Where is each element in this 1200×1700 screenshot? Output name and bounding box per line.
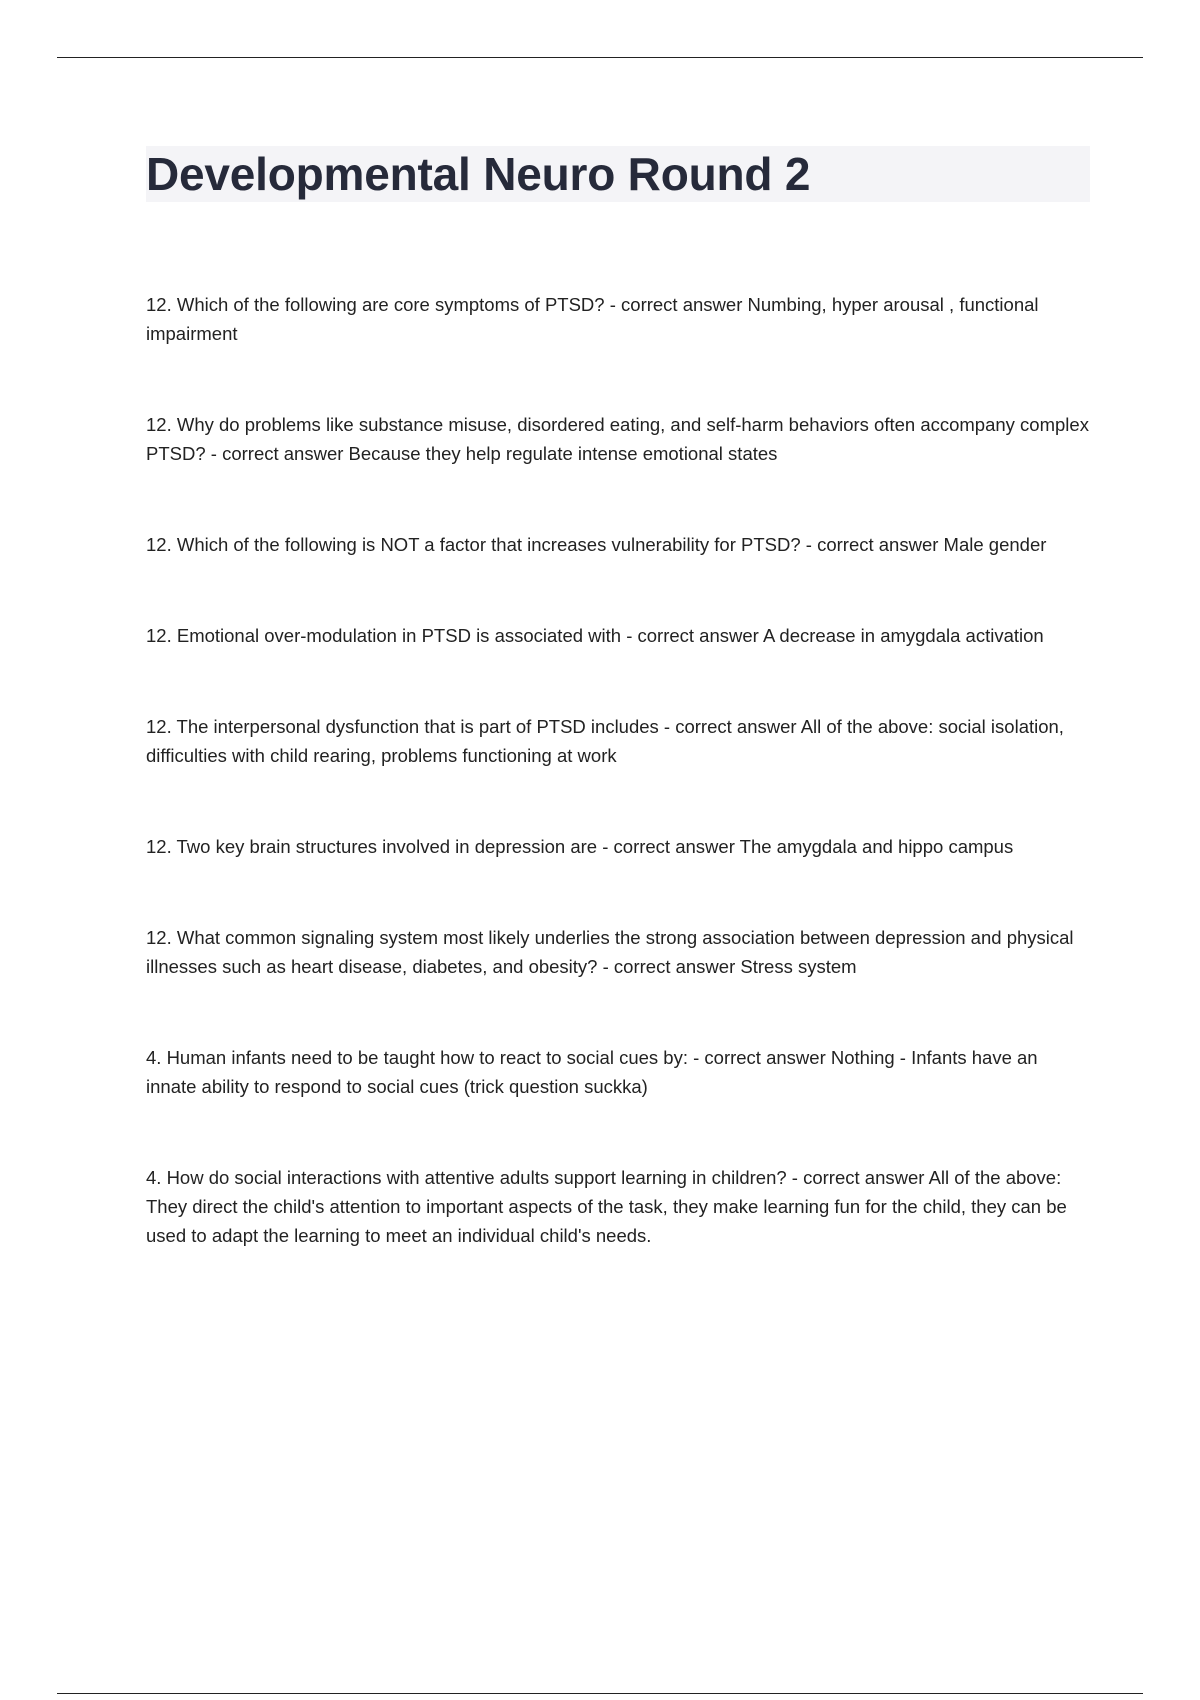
answer-separator: - correct answer bbox=[205, 443, 349, 464]
qa-item bbox=[146, 832, 1090, 861]
question-text: 12. What common signaling system most likely underlies the strong association between depression and physical illnesses such as heart disease, diabetes, and obesity? bbox=[146, 927, 1074, 977]
answer-separator: - correct answer bbox=[800, 534, 944, 555]
answer-text: All of the above: They direct the child's attention to important aspects of the task, they make learning fun for the child, they can be used to adapt the learning to meet an individual child's needs. bbox=[146, 1167, 1067, 1246]
qa-item bbox=[146, 530, 1090, 559]
qa-item bbox=[146, 712, 1090, 770]
qa-item bbox=[146, 290, 1090, 348]
answer-text: Stress system bbox=[740, 956, 857, 977]
qa-item bbox=[146, 923, 1090, 981]
question-text: 4. Human infants need to be taught how to react to social cues by: bbox=[146, 1047, 688, 1068]
question-text: 12. Two key brain structures involved in depression are bbox=[146, 836, 598, 857]
answer-text: The amygdala and hippo campus bbox=[739, 836, 1014, 857]
qa-item bbox=[146, 1043, 1090, 1101]
answer-separator: - correct answer bbox=[621, 625, 763, 646]
question-text: 12. Which of the following are core symptoms of PTSD? bbox=[146, 294, 605, 315]
bottom-divider bbox=[57, 1693, 1143, 1694]
document-title: Developmental Neuro Round 2 bbox=[146, 148, 811, 200]
question-text: 12. Which of the following is NOT a factor that increases vulnerability for PTSD? bbox=[146, 534, 801, 555]
answer-text: Nothing - Infants have an innate ability to respond to social cues (trick question suckka) bbox=[146, 1047, 1038, 1097]
question-text: 12. Why do problems like substance misuse, disordered eating, and self-harm behaviors often accompany complex PTSD? bbox=[146, 414, 1089, 464]
answer-text: All of the above: social isolation, difficulties with child rearing, problems functioning at work bbox=[146, 716, 1064, 766]
qa-list bbox=[146, 290, 1090, 1312]
question-text: 4. How do social interactions with attentive adults support learning in children? bbox=[146, 1167, 787, 1188]
answer-separator: - correct answer bbox=[597, 956, 741, 977]
answer-separator: - correct answer bbox=[687, 1047, 831, 1068]
answer-separator: - correct answer bbox=[597, 836, 740, 857]
question-text: 12. Emotional over-modulation in PTSD is associated with bbox=[146, 625, 622, 646]
answer-text: A decrease in amygdala activation bbox=[762, 625, 1044, 646]
answer-separator: - correct answer bbox=[604, 294, 748, 315]
answer-text: Numbing, hyper arousal , functional impairment bbox=[146, 294, 1039, 344]
qa-item bbox=[146, 410, 1090, 468]
answer-separator: - correct answer bbox=[786, 1167, 929, 1188]
question-text: 12. The interpersonal dysfunction that is part of PTSD includes bbox=[146, 716, 659, 737]
qa-item bbox=[146, 621, 1090, 650]
qa-item bbox=[146, 1163, 1090, 1250]
answer-separator: - correct answer bbox=[658, 716, 801, 737]
top-divider bbox=[57, 57, 1143, 58]
answer-text: Because they help regulate intense emotional states bbox=[348, 443, 778, 464]
answer-text: Male gender bbox=[943, 534, 1047, 555]
